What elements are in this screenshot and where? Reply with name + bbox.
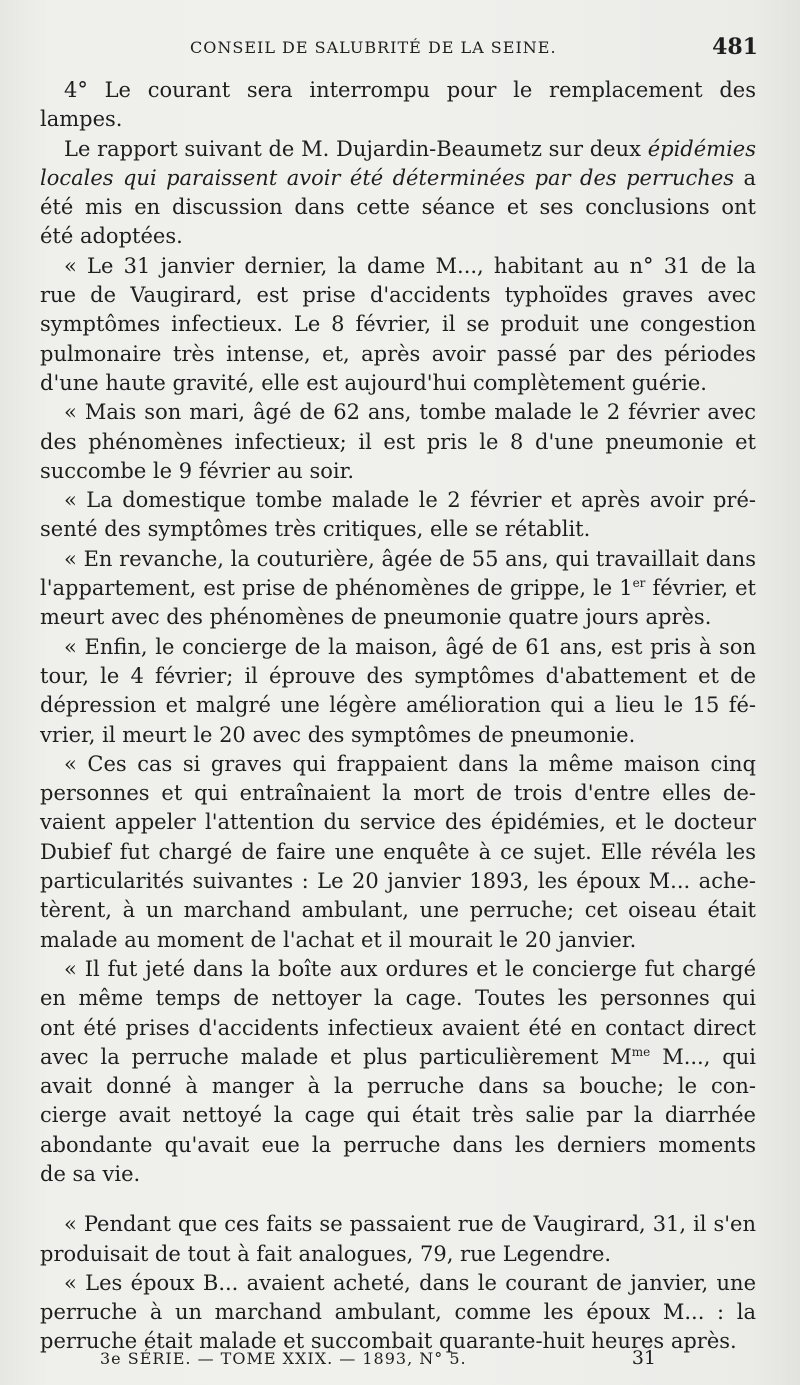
superscript: me: [631, 1044, 651, 1059]
text-line: [40, 574, 756, 603]
text-run: « Pendant que ces faits se passaient rue de Vaugirard, 31, il s'en: [64, 1212, 756, 1237]
text-run: meurt avec des phénomènes de pneumonie quatre jours après.: [40, 605, 712, 630]
text-run: malade au moment de l'achat et il mourait le 20 janvier.: [40, 927, 637, 952]
text-run: produisait de tout à fait analogues, 79, rue Legendre.: [40, 1241, 612, 1266]
text-run: particularités suivantes : Le 20 janvier 1893, les époux M... ache-: [40, 869, 756, 894]
text-line: [40, 603, 756, 632]
text-run: été mis en discussion dans cette séance et ses conclusions ont: [40, 195, 756, 220]
text-run: avec la perruche malade et plus particulièrement M: [40, 1044, 632, 1069]
text-line: [40, 457, 756, 486]
text-run: a: [734, 165, 756, 190]
text-line: [40, 633, 756, 662]
text-run: cierge avait nettoyé la cage qui était très salie par la diarrhée: [40, 1103, 756, 1128]
text-run: « Il fut jeté dans la boîte aux ordures et le concierge fut chargé: [64, 956, 756, 981]
text-run: tour, le 4 février; il éprouve des symptômes d'abattement et de: [40, 663, 756, 688]
superscript: er: [632, 576, 646, 591]
text-run: 4° Le courant sera interrompu pour le remplacement des lampes.: [40, 78, 756, 132]
text-line: [40, 691, 756, 720]
text-line: [40, 1014, 756, 1043]
text-line: [40, 896, 756, 925]
text-line: [40, 1269, 756, 1298]
text-line: [40, 340, 756, 369]
text-line: [40, 222, 756, 251]
text-run: tèrent, à un marchand ambulant, une perruche; cet oiseau était: [40, 898, 756, 923]
text-run: abondante qu'avait eue la perruche dans les derniers moments: [40, 1132, 756, 1157]
text-run: l'appartement, est prise de phénomènes de grippe, le 1: [40, 576, 633, 601]
text-run: « La domestique tombe malade le 2 février et après avoir pré-: [64, 488, 756, 513]
text-run: vrier, il meurt le 20 avec des symptômes de pneumonie.: [40, 722, 636, 747]
text-line: [40, 193, 756, 222]
text-run: vaient appeler l'attention du service des épidémies, et le docteur: [40, 810, 756, 835]
text-run: succombe le 9 février au soir.: [40, 458, 355, 483]
text-run: perruche à un marchand ambulant, comme les époux M... : la: [40, 1300, 756, 1325]
text-run: pulmonaire très intense, et, après avoir passé par des périodes: [40, 341, 756, 366]
text-run: en même temps de nettoyer la cage. Toutes les personnes qui: [40, 986, 756, 1011]
running-head-title: CONSEIL DE SALUBRITÉ DE LA SEINE.: [190, 38, 557, 57]
text-line: [40, 135, 756, 164]
page-number: 481: [712, 34, 758, 60]
text-line: [40, 310, 756, 339]
text-run: dépression et malgré une légère amélioration qui a lieu le 15 fé-: [40, 693, 756, 718]
text-run: perruche était malade et succombait quarante-huit heures après.: [40, 1329, 737, 1354]
text-run: Le rapport suivant de M. Dujardin-Beaumetz sur deux: [64, 136, 648, 161]
text-run: personnes et qui entraînaient la mort de trois d'entre elles de-: [40, 781, 756, 806]
text-run: symptômes infectieux. Le 8 février, il se produit une congestion: [40, 312, 756, 337]
text-run: « Mais son mari, âgé de 62 ans, tombe malade le 2 février avec: [64, 400, 756, 425]
text-line: [40, 867, 756, 896]
text-line: [40, 545, 756, 574]
text-run: été adoptées.: [40, 224, 183, 249]
text-run: février, et: [645, 576, 756, 601]
text-run: rue de Vaugirard, est prise d'accidents typhoïdes graves avec: [40, 283, 756, 308]
signature-mark: 3e SÉRIE. — TOME XXIX. — 1893, N° 5.: [100, 1349, 467, 1368]
text-line: [40, 369, 756, 398]
text-line: [40, 486, 756, 515]
text-line: [40, 76, 756, 135]
text-line: [40, 984, 756, 1013]
text-line: [40, 252, 756, 281]
italic-text: épidémies: [647, 136, 756, 161]
text-line: [40, 281, 756, 310]
text-line: [40, 1298, 756, 1327]
text-run: avait donné à manger à la perruche dans sa bouche; le con-: [40, 1074, 756, 1099]
text-line: [40, 164, 756, 193]
sheet-number: 31: [631, 1347, 656, 1369]
text-line: [40, 515, 756, 544]
text-run: « Enfin, le concierge de la maison, âgé de 61 ans, est pris à son: [64, 634, 756, 659]
text-line: [40, 1131, 756, 1160]
text-run: M..., qui: [650, 1044, 756, 1069]
page-footer: [100, 1349, 656, 1373]
text-line: [40, 1210, 756, 1239]
text-line: [40, 662, 756, 691]
text-line: [40, 779, 756, 808]
text-run: « Ces cas si graves qui frappaient dans la même maison cinq: [64, 751, 756, 776]
body-text: [40, 76, 756, 1357]
text-line: [40, 838, 756, 867]
text-line: [40, 1101, 756, 1130]
text-run: de sa vie.: [40, 1161, 141, 1186]
text-run: d'une haute gravité, elle est aujourd'hui complètement guérie.: [40, 370, 707, 395]
text-line: [40, 926, 756, 955]
text-run: ont été prises d'accidents infectieux avaient été en contact direct: [40, 1015, 756, 1040]
text-line: [40, 808, 756, 837]
running-head: [190, 34, 758, 64]
text-run: « Le 31 janvier dernier, la dame M..., habitant au n° 31 de la: [64, 253, 756, 278]
text-line: [40, 750, 756, 779]
text-line: [40, 1240, 756, 1269]
text-run: « Les époux B... avaient acheté, dans le courant de janvier, une: [64, 1270, 756, 1295]
text-line: [40, 955, 756, 984]
text-line: [40, 398, 756, 427]
text-line: [40, 1160, 756, 1189]
text-line: [40, 1072, 756, 1101]
text-line: [40, 1043, 756, 1072]
text-run: des phénomènes infectieux; il est pris le 8 d'une pneumonie et: [40, 429, 756, 454]
text-line: [40, 721, 756, 750]
text-run: « En revanche, la couturière, âgée de 55 ans, qui travaillait dans: [64, 546, 756, 571]
text-line: [40, 428, 756, 457]
text-run: Dubief fut chargé de faire une enquête à ce sujet. Elle révéla les: [40, 839, 756, 864]
text-run: senté des symptômes très critiques, elle se rétablit.: [40, 517, 591, 542]
italic-text: locales qui paraissent avoir été déterminées par des perruches: [40, 165, 735, 190]
